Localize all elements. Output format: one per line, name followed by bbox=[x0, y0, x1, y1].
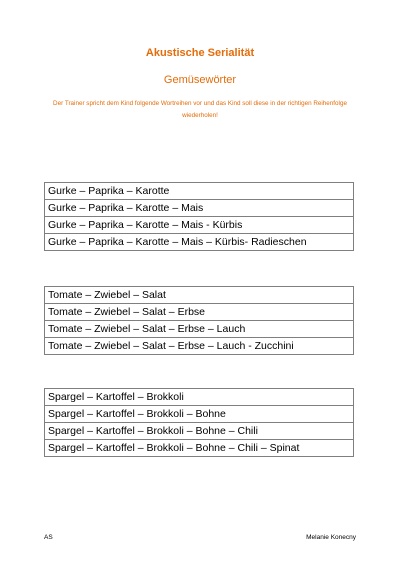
table-row bbox=[45, 200, 354, 217]
table-cell: Gurke – Paprika – Karotte – Mais bbox=[45, 200, 354, 217]
footer-author: Melanie Konecny bbox=[306, 534, 356, 541]
table-row bbox=[45, 389, 354, 406]
table-cell: Spargel – Kartoffel – Brokkoli bbox=[45, 389, 354, 406]
table-row bbox=[45, 338, 354, 355]
table-cell: Gurke – Paprika – Karotte – Mais – Kürbis- Radieschen bbox=[45, 234, 354, 251]
table-row bbox=[45, 304, 354, 321]
table-cell: Gurke – Paprika – Karotte – Mais - Kürbis bbox=[45, 217, 354, 234]
word-series-table-3 bbox=[44, 388, 354, 457]
table-row bbox=[45, 183, 354, 200]
table-cell: Tomate – Zwiebel – Salat bbox=[45, 287, 354, 304]
table-cell: Gurke – Paprika – Karotte bbox=[45, 183, 354, 200]
table-row bbox=[45, 423, 354, 440]
table-cell: Tomate – Zwiebel – Salat – Erbse – Lauch bbox=[45, 321, 354, 338]
table-cell: Tomate – Zwiebel – Salat – Erbse – Lauch - Zucchini bbox=[45, 338, 354, 355]
word-series-table-2 bbox=[44, 286, 354, 355]
table-cell: Spargel – Kartoffel – Brokkoli – Bohne – Chili bbox=[45, 423, 354, 440]
page-title: Akustische Serialität bbox=[145, 47, 255, 59]
table-row bbox=[45, 234, 354, 251]
table-cell: Spargel – Kartoffel – Brokkoli – Bohne bbox=[45, 406, 354, 423]
page-subtitle: Gemüsewörter bbox=[163, 74, 237, 86]
word-series-table-1 bbox=[44, 182, 354, 251]
table-cell: Tomate – Zwiebel – Salat – Erbse bbox=[45, 304, 354, 321]
table-row bbox=[45, 440, 354, 457]
table-cell: Spargel – Kartoffel – Brokkoli – Bohne – Chili – Spinat bbox=[45, 440, 354, 457]
table-row bbox=[45, 321, 354, 338]
table-row bbox=[45, 406, 354, 423]
footer-left-text: AS bbox=[44, 534, 53, 541]
table-row bbox=[45, 217, 354, 234]
table-row bbox=[45, 287, 354, 304]
instruction-text: Der Trainer spricht dem Kind folgende Wortreihen vor und das Kind soll diese in der richtigen Reihenfolge wiederholen! bbox=[53, 100, 347, 119]
